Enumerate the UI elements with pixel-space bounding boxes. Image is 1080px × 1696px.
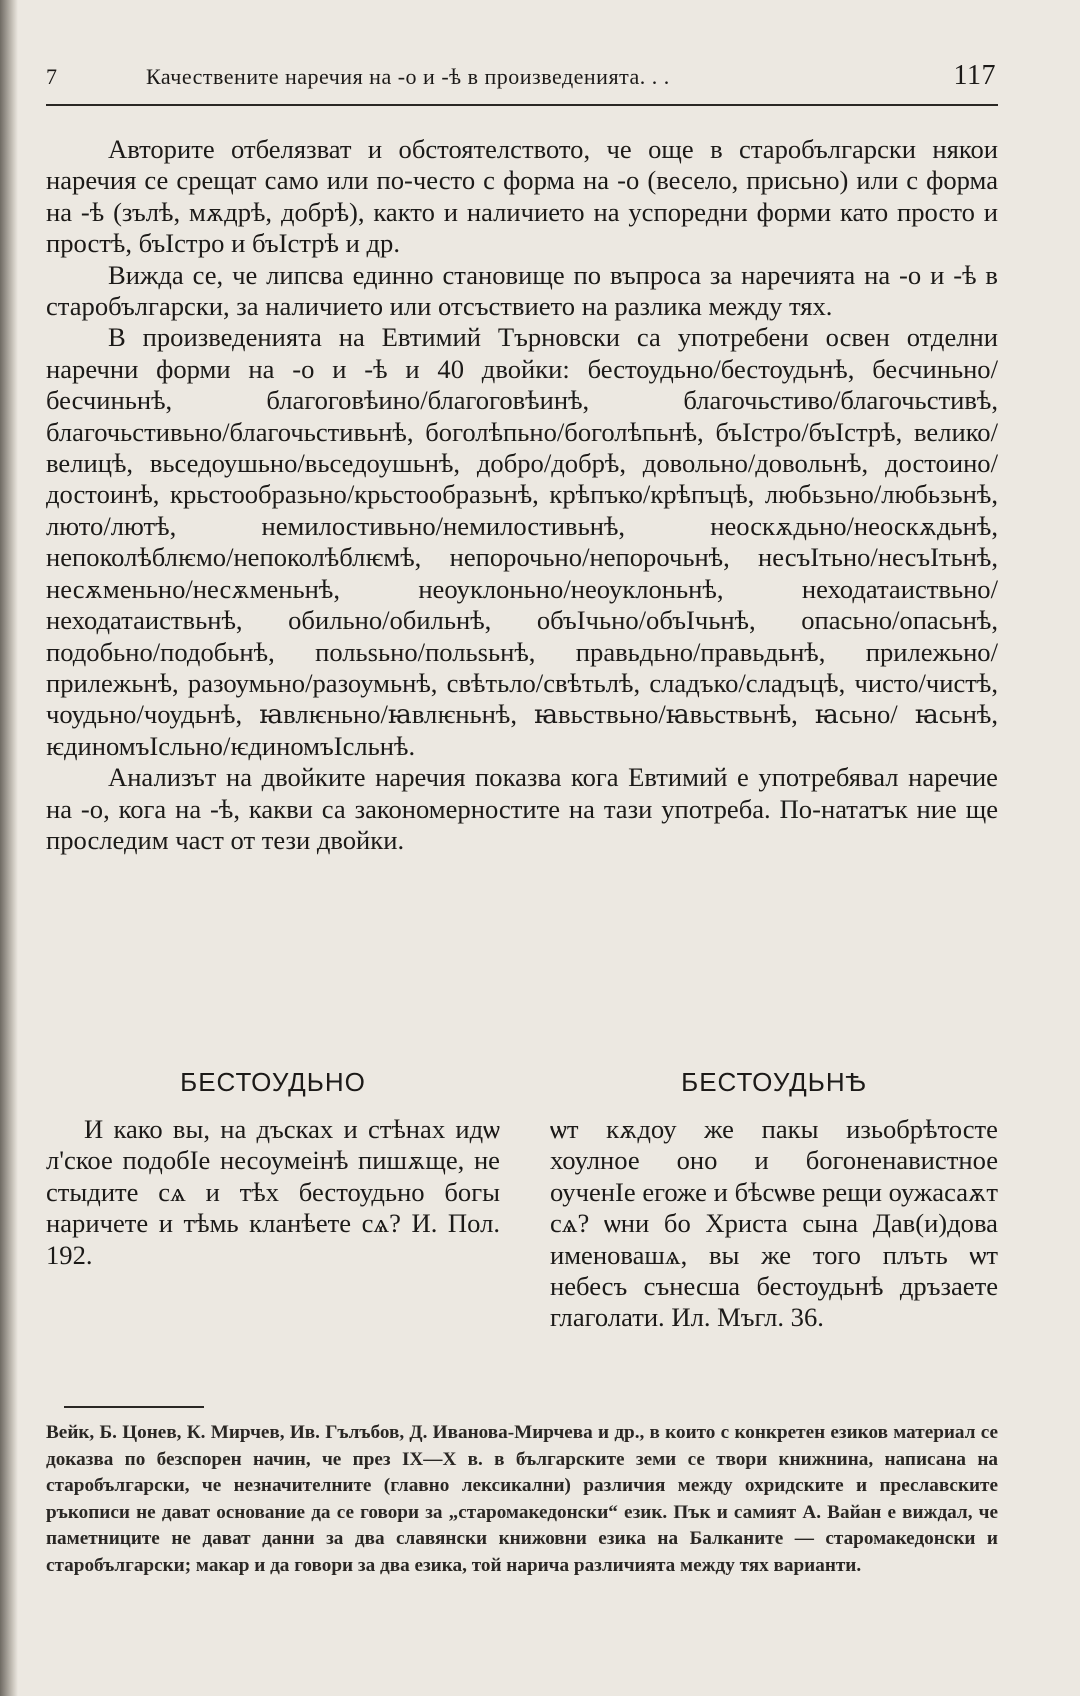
example-left	[46, 1067, 500, 1271]
body-text	[46, 134, 998, 856]
page-number: 117	[953, 60, 996, 91]
example-right	[550, 1067, 998, 1334]
paragraph-3: В произведенията на Евтимий Търновски са употребени освен отделни наречни форми на -о и -ѣ и 40 двойки: бестоудьно/бестоудьнѣ, бесчиньно/бесчиньнѣ, благоговѣино/благоговѣинѣ, благочьстиво/благочьстивѣ, благочьстивьно/благочьстивьнѣ, боголѣпьно/боголѣпьнѣ, бъIстро/бъIстрѣ, велико/велицѣ, вьседоушьно/вьседоушьнѣ, добро/добрѣ, довольно/довольнѣ, достоино/достоинѣ, крьстообразьно/крьстообразьнѣ, крѣпъко/крѣпъцѣ, любьзьно/любьзьнѣ, люто/лютѣ, немилостивьно/немилостивьнѣ, неоскѫдьно/неоскѫдьнѣ, непоколѣблѥмо/непоколѣблѥмѣ, непорочьно/непорочьнѣ, несъIтьно/несъIтьнѣ, несѫменьно/несѫменьнѣ, неоуклоньно/неоуклоньнѣ, неходатаиствьно/неходатаиствьнѣ, обильно/обильнѣ, объIчьно/объIчьнѣ, опасьно/опасьнѣ, подобьно/подобьнѣ, польѕьно/польѕьнѣ, правьдьно/правьдьнѣ, прилежьно/прилежьнѣ, разоумьно/разоумьнѣ, свѣтьло/свѣтьлѣ, сладъко/сладъцѣ, чисто/чистѣ, чоудьно/чоудьнѣ, ꙗвлѥньно/ꙗвлѥньнѣ, ꙗвьствьно/ꙗвьствьнѣ, ꙗсьно/ ꙗсьнѣ, ѥдиномъIсльно/ѥдиномъIсльнѣ.	[46, 322, 998, 761]
footnote-rule	[64, 1406, 204, 1408]
paragraph-1: Авторите отбелязват и обстоятелството, че още в старобългарски някои наречия се срещат само или по-често с форма на -о (весело, присьно) или с форма на -ѣ (зълѣ, мѫдрѣ, добрѣ), както и наличието на успоредни форми като просто и простѣ, бъIстро и бъIстрѣ и др.	[46, 134, 998, 259]
running-title: Качествените наречия на -о и -ѣ в произведенията. . .	[146, 64, 670, 89]
paragraph-2: Вижда се, че липсва единно становище по въпроса за наречията на -о и -ѣ в старобългарски, за наличието или отсъствието на разлика между тях.	[46, 259, 998, 322]
example-left-text: И како вы, на дъсках и стѣнах идѡ л'ское подобIе несоумеінѣ пишѫще, не стыдите сѧ и тѣх бестоудьно богы наричете и тѣмь кланѣете сѧ? И. Пол. 192.	[46, 1114, 500, 1270]
footnote: Вейк, Б. Цонев, К. Мирчев, Ив. Гълъбов, Д. Иванова-Мирчева и др., в които с конкретен езиков материал се доказва по безспорен начин, че през IX—X в. в българските земи се твори книжнина, написана на старобългарски, че незначителните (главно лексикални) различия между охридските и преславските ръкописи не дават основание да се говори за „старомакедонски“ език. Пък и самият А. Вайан е виждал, че паметниците не дават данни за два славянски книжовни езика на Балканите — старомакедонски и старобългарски; макар и да говори за два езика, той нарича различията между тях варианти.	[46, 1422, 998, 1576]
running-header	[46, 60, 998, 96]
book-spine-shadow	[0, 0, 18, 1696]
chapter-number: 7	[46, 64, 58, 89]
example-right-text: ѡт кѫдоу же пакы изьобрѣтосте хоулное оно и богоненавистное оученIе егоже и бѣсѡве рещи оужасаѫт сѧ? ѡни бо Христа сына Дав(и)дова именовашѧ, вы же того плъть ѡт небесъ сънесша бестоудьнѣ дръзаете глаголати. Ил. Мъгл. 36.	[550, 1114, 998, 1333]
header-rule	[46, 104, 998, 106]
paragraph-4: Анализът на двойките наречия показва кога Евтимий е употребявал наречие на -о, кога на -ѣ, какви са закономерностите на тази употреба. По-нататък ние ще проследим част от тези двойки.	[46, 762, 998, 855]
example-left-heading: БЕСТОУДЬНО	[180, 1067, 366, 1097]
example-columns	[46, 1067, 998, 1397]
example-right-heading: БЕСТОУДЬНѢ	[681, 1067, 867, 1097]
